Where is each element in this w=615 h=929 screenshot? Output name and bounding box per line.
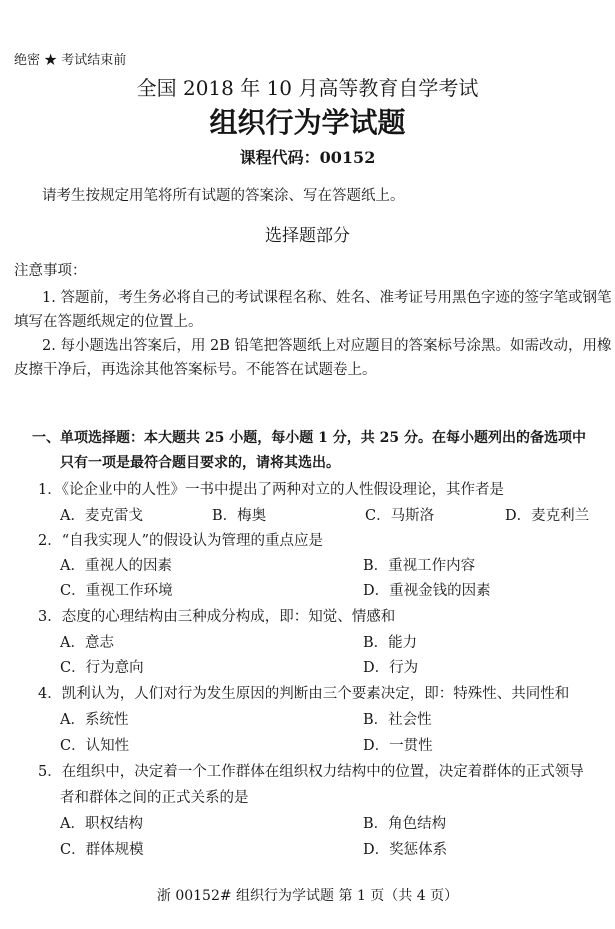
question-2-option-b: B．重视工作内容	[363, 558, 476, 574]
question-4-option-d: D．一贯性	[363, 738, 433, 754]
question-1-option-b: B．梅奥	[212, 508, 267, 524]
paper-title: 组织行为学试题	[209, 106, 406, 139]
exam-name: 全国 2018 年 10 月高等教育自学考试	[136, 76, 479, 100]
question-3-option-b: B．能力	[363, 635, 418, 651]
question-3-option-a: A．意志	[60, 635, 114, 651]
note-item-1-line-1: 1. 答题前，考生务必将自己的考试课程名称、姓名、准考证号用黑色字迹的签字笔或钢笔	[42, 290, 612, 306]
secret-level-label: 绝密 ★ 考试结束前	[14, 53, 127, 68]
section-heading-line-2: 只有一项是最符合题目要求的，请将其选出。	[60, 455, 340, 471]
question-4-stem: 4．凯利认为，人们对行为发生原因的判断由三个要素决定，即：特殊性、共同性和	[38, 686, 570, 702]
question-3-option-c: C．行为意向	[60, 660, 144, 676]
part-title: 选择题部分	[265, 226, 350, 246]
question-2-option-d: D．重视金钱的因素	[363, 583, 491, 599]
question-4-option-c: C．认知性	[60, 738, 130, 754]
question-2-option-c: C．重视工作环境	[60, 583, 173, 599]
notes-heading: 注意事项：	[14, 263, 87, 279]
note-item-2-line-2: 皮擦干净后，再选涂其他答案标号。不能答在试题卷上。	[14, 362, 377, 378]
question-1-option-d: D．麦克利兰	[505, 508, 590, 524]
question-3-stem: 3．态度的心理结构由三种成分构成，即：知觉、情感和	[38, 609, 396, 625]
page-footer: 浙 00152# 组织行为学试题 第 1 页（共 4 页）	[156, 888, 459, 904]
question-1-option-a: A．麦克雷戈	[60, 508, 143, 524]
question-2-stem: 2．“自我实现人”的假设认为管理的重点应是	[38, 533, 324, 549]
note-item-1-line-2: 填写在答题纸规定的位置上。	[14, 314, 203, 330]
question-2-option-a: A．重视人的因素	[60, 558, 172, 574]
question-4-option-b: B．社会性	[363, 712, 432, 728]
answer-instruction: 请考生按规定用笔将所有试题的答案涂、写在答题纸上。	[42, 188, 405, 204]
question-1-stem: 1．《论企业中的人性》一书中提出了两种对立的人性假设理论，其作者是	[38, 482, 504, 498]
question-5-option-c: C．群体规模	[60, 842, 144, 858]
question-5-stem-line-2: 者和群体之间的正式关系的是	[60, 790, 249, 806]
section-heading-line-1: 一、单项选择题：本大题共 25 小题，每小题 1 分，共 25 分。在每小题列出的备选项中	[32, 430, 586, 446]
question-5-stem-line-1: 5．在组织中，决定着一个工作群体在组织权力结构中的位置，决定着群体的正式领导	[38, 764, 584, 780]
question-5-option-b: B．角色结构	[363, 816, 447, 832]
question-3-option-d: D．行为	[363, 660, 419, 676]
question-5-option-a: A．职权结构	[60, 816, 143, 832]
question-1-option-c: C．马斯洛	[365, 508, 435, 524]
course-code: 课程代码：00152	[239, 148, 376, 167]
question-5-option-d: D．奖惩体系	[363, 842, 448, 858]
note-item-2-line-1: 2. 每小题选出答案后，用 2B 铅笔把答题纸上对应题目的答案标号涂黑。如需改动，用橡	[42, 338, 612, 354]
question-4-option-a: A．系统性	[60, 712, 129, 728]
